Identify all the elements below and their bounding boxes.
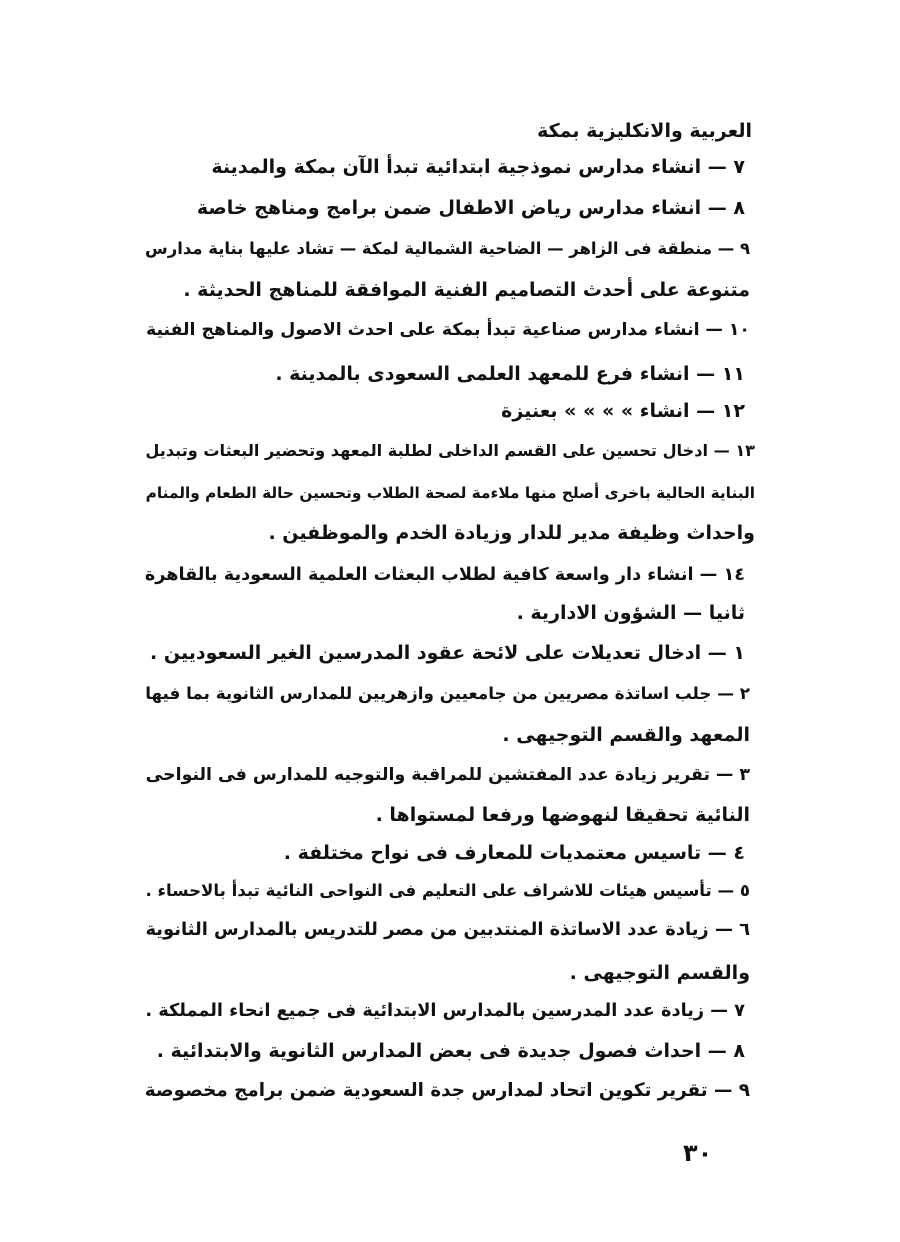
text-line-8: ١٢ — انشاء » » » » بعنيزة	[501, 400, 745, 422]
text-line-25: ٩ — تقرير تكوين اتحاد لمدارس جدة السعودية ضمن برامج مخصوصة	[144, 1080, 750, 1101]
text-line-21: ٦ — زيادة عدد الاساتذة المنتدبين من مصر للتدريس بالمدارس الثانوية	[145, 919, 750, 940]
text-line-1: العربية والانكليزية بمكة	[537, 120, 752, 142]
text-line-3: ٨ — انشاء مدارس رياض الاطفال ضمن برامج ومناهج خاصة	[196, 197, 745, 219]
text-line-17: ٣ — تقرير زيادة عدد المفتشين للمراقبة والتوجيه للمدارس فى النواحى	[145, 765, 750, 785]
text-line-5: متنوعة على أحدث التصاميم الفنية الموافقة للمناهج الحديثة .	[183, 279, 750, 301]
text-line-23: ٧ — زيادة عدد المدرسين بالمدارس الابتدائية فى جميع انحاء المملكة .	[145, 1001, 745, 1021]
text-line-2: ٧ — انشاء مدارس نموذجية ابتدائية تبدأ الآن بمكة والمدينة	[211, 156, 745, 178]
text-line-22: والقسم التوجيهى .	[569, 962, 750, 984]
text-line-6: ١٠ — انشاء مدارس صناعية تبدأ بمكة على احدث الاصول والمناهج الفنية	[145, 320, 750, 340]
text-line-13: ثانيا — الشؤون الادارية .	[516, 602, 745, 624]
text-line-9: ١٣ — ادخال تحسين على القسم الداخلى لطلبة المعهد وتحضير البعثات وتبديل	[145, 441, 755, 460]
text-line-24: ٨ — احداث فصول جديدة فى بعض المدارس الثانوية والابتدائية .	[156, 1040, 745, 1062]
text-line-10: البناية الحالية باخرى أصلح منها ملاءمة لصحة الطلاب وتحسين حالة الطعام والمنام	[145, 484, 755, 502]
text-line-20: ٥ — تأسيس هيئات للاشراف على التعليم فى النواحى النائية تبدأ بالاحساء .	[145, 881, 750, 900]
text-line-11: واحداث وظيفة مدير للدار وزيادة الخدم والموظفين .	[268, 522, 755, 544]
text-line-15: ٢ — جلب اساتذة مصريين من جامعيين وازهريين للمدارس الثانوية بما فيها	[145, 683, 750, 703]
page-number: ٣٠	[683, 1139, 713, 1167]
text-line-4: ٩ — منطقة فى الزاهر — الضاحية الشمالية لمكة — تشاد عليها بناية مدارس	[145, 239, 750, 258]
text-line-12: ١٤ — انشاء دار واسعة كافية لطلاب البعثات العلمية السعودية بالقاهرة	[144, 565, 745, 585]
text-line-18: النائية تحقيقا لنهوضها ورفعا لمستواها .	[375, 804, 750, 826]
text-line-16: المعهد والقسم التوجيهى .	[502, 724, 750, 746]
text-line-19: ٤ — تاسيس معتمديات للمعارف فى نواح مختلفة .	[283, 842, 745, 864]
text-line-7: ١١ — انشاء فرع للمعهد العلمى السعودى بالمدينة .	[275, 363, 745, 385]
text-line-14: ١ — ادخال تعديلات على لائحة عقود المدرسين الغير السعوديين .	[150, 642, 745, 664]
